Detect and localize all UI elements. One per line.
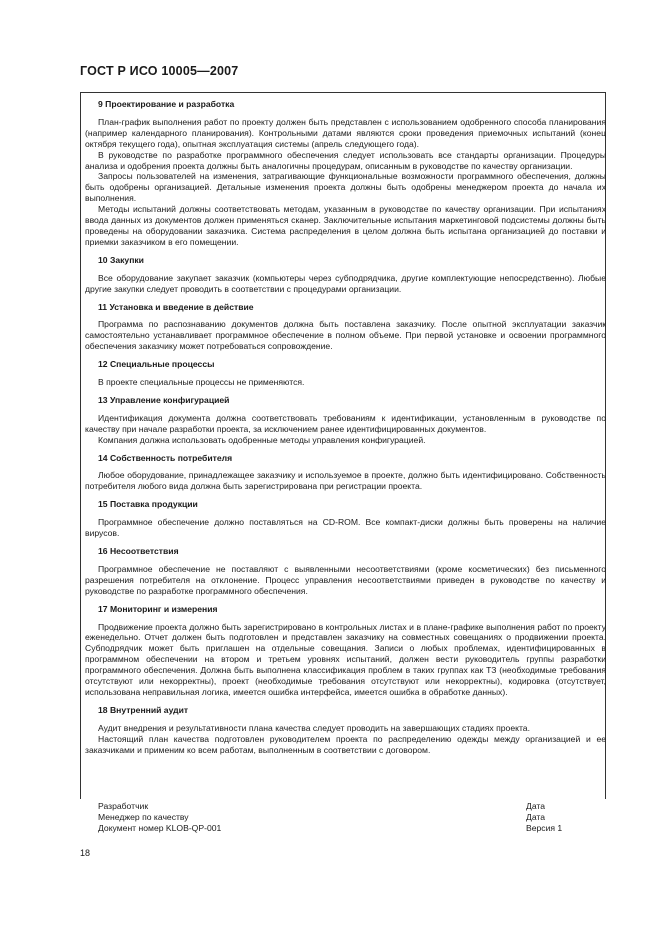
signature-value: Дата — [526, 801, 546, 811]
signature-row — [98, 823, 576, 834]
section — [85, 546, 606, 604]
section — [85, 453, 606, 500]
document-header: ГОСТ Р ИСО 10005—2007 — [80, 64, 239, 78]
paragraph: Настоящий план качества подготовлен руководителем проекта по распределению одежды между организацией и ее заказчиками и применим ко всем работам, выполненным в соответствии с договором. — [85, 733, 606, 755]
section — [85, 302, 606, 360]
paragraph: Программа по распознаванию документов должна быть поставлена заказчику. После опытной эксплуатации заказчик самостоятельно устанавливает программное обеспечение в полном объеме. При первой установке и освоении программного обеспечения заказчику может потребоваться сопровождение. — [85, 319, 606, 352]
section — [85, 99, 606, 255]
signature-value: Версия 1 — [526, 822, 563, 833]
section — [85, 705, 606, 763]
section — [85, 395, 606, 453]
section — [85, 255, 606, 302]
paragraph: В проекте специальные процессы не применяются. — [98, 377, 305, 388]
signature-row — [98, 801, 576, 812]
paragraph: Любое оборудование, принадлежащее заказчику и используемое в проекте, должно быть идентифицировано. Собственность потребителя любого вида должна быть зарегистрирована при регистрации проекта. — [85, 470, 606, 492]
paragraph: Методы испытаний должны соответствовать методам, указанным в руководстве по качеству организации. При испытаниях ввода данных из документов должен применяться сканер. Заключительные испытания маркетинговой подсистемы должны быть проведены на оборудовании заказчика. Система распределения в целом должна быть испытана организацией до поставки и приемки заказчиком в его помещении. — [85, 204, 606, 247]
paragraph: Запросы пользователей на изменения, затрагивающие функциональные возможности программного обеспечения, должны быть одобрены организацией. Детальные изменения проекта должны быть одобрены менеджером проекта до начала их выполнения. — [85, 171, 606, 204]
section-title: 15 Поставка продукции — [98, 499, 198, 510]
section-title: 18 Внутренний аудит — [98, 704, 189, 715]
signature-label: Разработчик — [98, 801, 149, 811]
paragraph: Программное обеспечение не поставляют с выявленными несоответствиями (кроме косметических) без письменного разрешения потребителя на отклонение. Процесс управления несоответствиями приведен в руководстве по качеству и руководстве по разработке программного обеспечения. — [85, 563, 606, 596]
signature-block — [98, 801, 576, 834]
paragraph: Продвижение проекта должно быть зарегистрировано в контрольных листах и в плане-графике выполнения работ по проекту еженедельно. Отчет должен быть подготовлен и представлен заказчику на совместных совещаниях о продвижении проекта. Субподрядчик может быть приглашен на отдельные совещания. Записи о любых проблемах, идентифицированных в программном обеспечении на втором и третьем уровнях испытаний, должен вести руководитель группы разработки программного обеспечения. Должна быть выполнена классификация проблем в таких группах как ТЗ (необходимые требования отсутствуют или некорректны), проект (необходимые требования отсутствуют или некорректны), кодировка (отсутствует, использована неправильная логика, имеется ошибка интерфейса, имеется ошибка в обработке данных). — [85, 621, 606, 697]
signature-label: Документ номер KLOB-QP-001 — [98, 822, 222, 833]
section-title: 14 Собственность потребителя — [98, 452, 233, 463]
signature-row — [98, 812, 576, 823]
section — [85, 499, 606, 546]
section-title: 9 Проектирование и разработка — [98, 99, 235, 109]
paragraph: Компания должна использовать одобренные методы управления конфигурацией. — [98, 434, 426, 445]
paragraph: В руководстве по разработке программного обеспечения следует использовать все стандарты организации. Процедуры анализа и одобрения проекта должны быть аналогичны процедурам, описанным в руководстве по качеству организации. — [85, 149, 606, 171]
section — [85, 359, 606, 395]
paragraph: Программное обеспечение должно поставляться на CD-ROM. Все компакт-диски должны быть проверены на наличие вирусов. — [85, 517, 606, 539]
paragraph: Идентификация документа должна соответствовать требованиям к идентификации, установленным в руководстве по качеству при начале разработки проекта, за исключением ранее идентифицированных документов. — [85, 412, 606, 434]
section-title: 17 Мониторинг и измерения — [98, 603, 218, 614]
signature-value: Дата — [526, 811, 546, 822]
signature-label: Менеджер по качеству — [98, 811, 189, 822]
section-title: 10 Закупки — [98, 254, 144, 265]
section-title: 16 Несоответствия — [98, 546, 179, 556]
section — [85, 604, 606, 705]
page-number: 18 — [80, 848, 91, 858]
section-title: 13 Управление конфигурацией — [98, 394, 230, 405]
paragraph: Все оборудование закупает заказчик (компьютеры через субподрядчика, другие комплектующие непосредственно). Любые другие закупки следует проводить в соответствии с процедурами организации. — [85, 272, 606, 294]
paragraph: План-график выполнения работ по проекту должен быть представлен с использованием одобренного способа планирования (например календарного планирования). Контрольными датами являются сроки проведения приемочных испытаний (конец октября текущего года), опытная эксплуатация системы (апрель следующего года). — [85, 116, 606, 149]
section-title: 12 Специальные процессы — [98, 359, 215, 370]
paragraph: Аудит внедрения и результативности плана качества следует проводить на завершающих стадиях проекта. — [98, 722, 530, 733]
section-title: 11 Установка и введение в действие — [98, 301, 254, 312]
document-body — [85, 99, 606, 763]
